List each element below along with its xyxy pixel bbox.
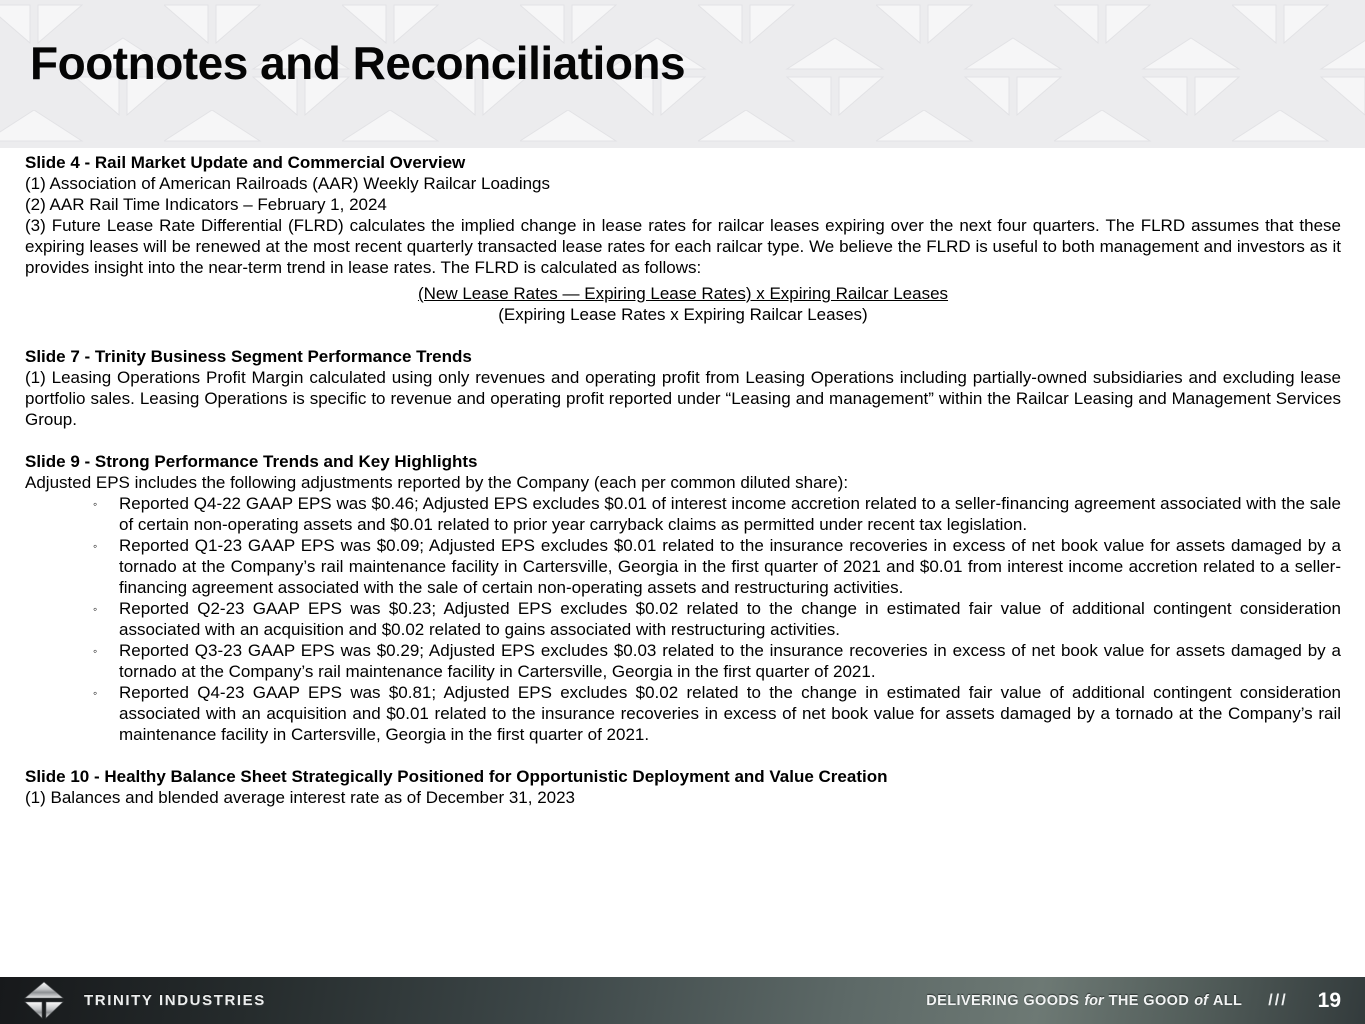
bullet-icon: ◦	[93, 602, 98, 616]
footnote-text: (2) AAR Rail Time Indicators – February 1, 2024	[25, 195, 387, 214]
formula-denominator: (Expiring Lease Rates x Expiring Railcar Leases)	[498, 305, 868, 324]
footer-brand-group	[24, 981, 266, 1021]
flrd-formula	[25, 283, 1341, 325]
tagline-text-italic: of	[1194, 992, 1208, 1009]
footnote-text: Adjusted EPS includes the following adjustments reported by the Company (each per common diluted share):	[25, 473, 849, 492]
bullet-text: Reported Q4-23 GAAP EPS was $0.81; Adjusted EPS excludes $0.02 related to the change in estimated fair value of additional contingent consideration associated with an acquisition and $0.01 related to the insurance recoveries in excess of net book value for assets damaged by a tornado at the Company’s rail maintenance facility in Cartersville, Georgia in the first quarter of 2021.	[119, 683, 1341, 744]
section-slide-10	[25, 766, 1341, 808]
section-heading: Slide 9 - Strong Performance Trends and Key Highlights	[25, 452, 478, 471]
eps-adjustments-list	[25, 493, 1341, 745]
tagline-text-italic: for	[1084, 992, 1104, 1009]
tagline-text: THE GOOD	[1108, 992, 1190, 1009]
footer-bar	[0, 977, 1365, 1024]
footnote-text: (3) Future Lease Rate Differential (FLRD) calculates the implied change in lease rates for railcar leases expiring over the next four quarters. The FLRD assumes that these expiring leases will be renewed at the most recent quarterly transacted lease rates for each railcar type. We believe the FLRD is useful to both management and investors as it provides insight into the near-term trend in lease rates. The FLRD is calculated as follows:	[25, 216, 1341, 277]
list-item	[93, 493, 1341, 535]
tagline	[926, 993, 1242, 1009]
list-item	[93, 598, 1341, 640]
section-heading: Slide 4 - Rail Market Update and Commercial Overview	[25, 153, 466, 172]
bullet-text: Reported Q4-22 GAAP EPS was $0.46; Adjusted EPS excludes $0.01 of interest income accretion related to a seller-financing agreement associated with the sale of certain non-operating assets and $0.01 related to prior year carryback claims as permitted under recent tax legislation.	[119, 494, 1341, 534]
bullet-icon: ◦	[93, 539, 98, 553]
bullet-icon: ◦	[93, 686, 98, 700]
page-number: 19	[1317, 988, 1341, 1012]
tagline-text: DELIVERING GOODS	[926, 992, 1080, 1009]
footnote-text: (1) Association of American Railroads (AAR) Weekly Railcar Loadings	[25, 174, 551, 193]
list-item	[93, 640, 1341, 682]
section-slide-7	[25, 346, 1341, 430]
tagline-text: ALL	[1212, 992, 1243, 1009]
bullet-text: Reported Q1-23 GAAP EPS was $0.09; Adjusted EPS excludes $0.01 related to the insurance recoveries in excess of net book value for assets damaged by a tornado at the Company’s rail maintenance facility in Cartersville, Georgia in the first quarter of 2021 and $0.01 from interest income accretion related to a seller-financing agreement associated with the sale of certain non-operating assets and restructuring activities.	[119, 536, 1341, 597]
section-slide-9	[25, 451, 1341, 745]
trinity-logo-icon	[24, 981, 64, 1021]
formula-numerator: (New Lease Rates — Expiring Lease Rates) x Expiring Railcar Leases	[417, 284, 949, 303]
footer-tagline-group	[926, 989, 1341, 1013]
bullet-icon: ◦	[93, 644, 98, 658]
bullet-text: Reported Q3-23 GAAP EPS was $0.29; Adjusted EPS excludes $0.03 related to the insurance recoveries in excess of net book value for assets damaged by a tornado at the Company’s rail maintenance facility in Cartersville, Georgia in the first quarter of 2021.	[119, 641, 1341, 681]
footnote-text: (1) Leasing Operations Profit Margin calculated using only revenues and operating profit from Leasing Operations including partially-owned subsidiaries and excluding lease portfolio sales. Leasing Operations is specific to revenue and operating profit reported under “Leasing and management” within the Railcar Leasing and Management Services Group.	[25, 368, 1341, 429]
list-item	[93, 682, 1341, 745]
bullet-icon: ◦	[93, 497, 98, 511]
bullet-text: Reported Q2-23 GAAP EPS was $0.23; Adjusted EPS excludes $0.02 related to the change in estimated fair value of additional contingent consideration associated with an acquisition and $0.02 related to gains associated with restructuring activities.	[119, 599, 1341, 639]
slide-body	[25, 148, 1341, 808]
slashes-decoration: ///	[1268, 991, 1288, 1009]
section-slide-4	[25, 152, 1341, 325]
section-heading: Slide 10 - Healthy Balance Sheet Strategically Positioned for Opportunistic Deployment and Value Creation	[25, 767, 888, 786]
slide-header	[0, 0, 1365, 148]
page-title: Footnotes and Reconciliations	[30, 37, 686, 89]
brand-name: TRINITY INDUSTRIES	[84, 992, 266, 1009]
section-heading: Slide 7 - Trinity Business Segment Performance Trends	[25, 347, 472, 366]
list-item	[93, 535, 1341, 598]
footnote-text: (1) Balances and blended average interest rate as of December 31, 2023	[25, 788, 576, 807]
